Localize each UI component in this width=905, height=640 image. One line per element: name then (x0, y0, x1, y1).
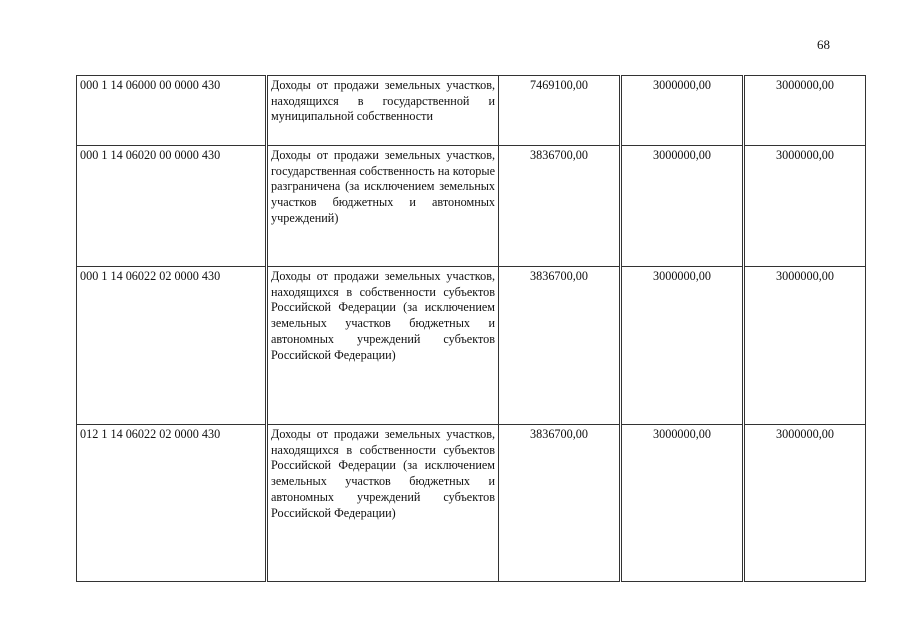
amount-year-1: 7469100,00 (499, 76, 621, 146)
amount-year-3: 3000000,00 (744, 267, 866, 425)
amount-year-1: 3836700,00 (499, 146, 621, 267)
amount-year-1: 3836700,00 (499, 267, 621, 425)
page-number: 68 (817, 37, 830, 52)
budget-classification-code: 000 1 14 06000 00 0000 430 (77, 76, 267, 146)
amount-year-2: 3000000,00 (621, 76, 744, 146)
budget-classification-code: 012 1 14 06022 02 0000 430 (77, 425, 267, 582)
revenue-description: Доходы от продажи земельных участков, находящихся в собственности субъектов Российской Федерации (за исключением земельных участков бюджетных и автономных учреждений субъектов Российской Федерации) (267, 425, 499, 582)
amount-year-2: 3000000,00 (621, 146, 744, 267)
amount-year-2: 3000000,00 (621, 267, 744, 425)
amount-year-2: 3000000,00 (621, 425, 744, 582)
revenue-description: Доходы от продажи земельных участков, находящихся в государственной и муниципальной собственности (267, 76, 499, 146)
revenue-table (76, 75, 866, 582)
budget-classification-code: 000 1 14 06020 00 0000 430 (77, 146, 267, 267)
amount-year-3: 3000000,00 (744, 425, 866, 582)
table-row (77, 425, 866, 582)
table-row (77, 146, 866, 267)
amount-year-1: 3836700,00 (499, 425, 621, 582)
table-row (77, 76, 866, 146)
revenue-description: Доходы от продажи земельных участков, находящихся в собственности субъектов Российской Федерации (за исключением земельных участков бюджетных и автономных учреждений субъектов Российской Федерации) (267, 267, 499, 425)
revenue-description: Доходы от продажи земельных участков, государственная собственность на которые разграничена (за исключением земельных участков бюджетных и автономных учреждений) (267, 146, 499, 267)
amount-year-3: 3000000,00 (744, 76, 866, 146)
amount-year-3: 3000000,00 (744, 146, 866, 267)
budget-classification-code: 000 1 14 06022 02 0000 430 (77, 267, 267, 425)
table-row (77, 267, 866, 425)
